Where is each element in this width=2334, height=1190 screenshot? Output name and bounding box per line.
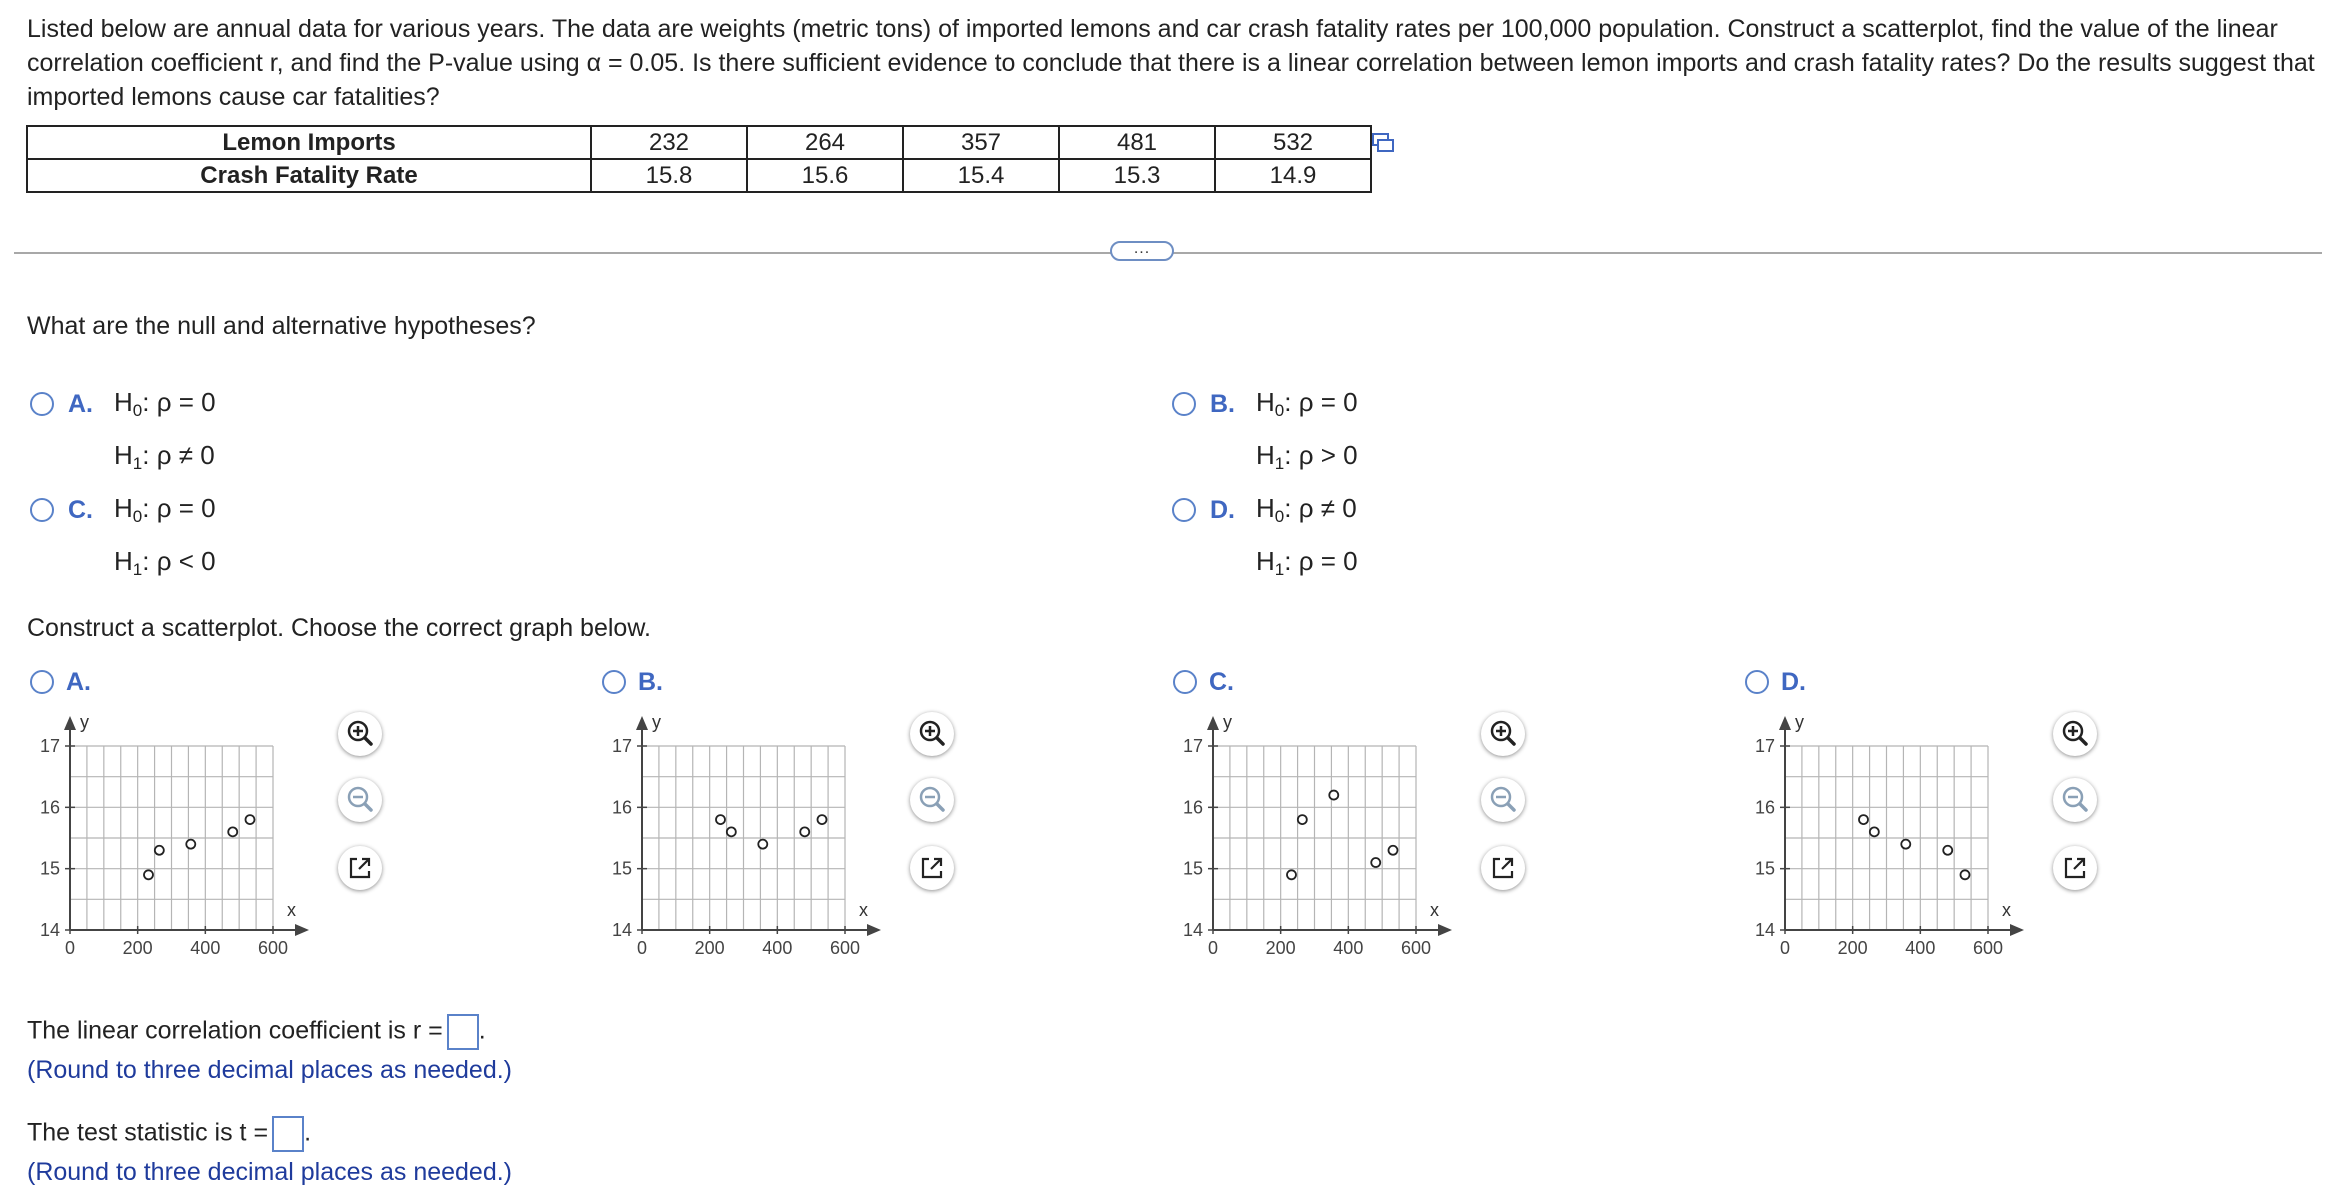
crash-rate-cell: 15.6 xyxy=(747,159,903,192)
crash-rate-cell: 15.3 xyxy=(1059,159,1215,192)
h0-subscript: 0 xyxy=(1274,401,1285,420)
row-label-lemon-imports: Lemon Imports xyxy=(27,126,591,159)
zoom-in-icon[interactable] xyxy=(2053,712,2097,756)
x-tick-label: 0 xyxy=(636,938,648,958)
data-point xyxy=(1287,870,1296,879)
x-axis-arrow xyxy=(2010,924,2024,936)
h1-statement: : ρ < 0 xyxy=(142,546,216,576)
x-axis-label: x xyxy=(2002,900,2011,920)
t-label: The test statistic is t = xyxy=(27,1118,269,1147)
h1-subscript: 1 xyxy=(132,454,143,473)
zoom-out-icon[interactable] xyxy=(1481,778,1525,822)
x-tick-label: 600 xyxy=(1400,938,1432,958)
lemon-import-cell: 481 xyxy=(1059,126,1215,159)
y-axis-arrow xyxy=(1779,716,1791,730)
x-tick-label: 0 xyxy=(1779,938,1791,958)
hypothesis-option-letter: C. xyxy=(68,496,93,524)
null-hypothesis xyxy=(114,380,216,433)
hypothesis-option-letter: A. xyxy=(68,390,93,418)
h0-symbol: H xyxy=(114,493,133,523)
copy-table-icon[interactable] xyxy=(1372,133,1394,153)
x-axis-label: x xyxy=(287,900,296,920)
y-tick-label: 14 xyxy=(1754,920,1775,940)
hypothesis-option-text xyxy=(1256,380,1358,486)
null-hypothesis xyxy=(114,486,216,539)
data-point xyxy=(186,840,195,849)
expand-more-button[interactable]: ... xyxy=(1110,241,1174,261)
data-table xyxy=(26,125,1372,193)
t-period: . xyxy=(304,1118,312,1147)
pop-out-icon[interactable] xyxy=(338,846,382,890)
data-point xyxy=(245,815,254,824)
data-point xyxy=(817,815,826,824)
x-tick-label: 400 xyxy=(762,938,793,958)
y-tick-label: 14 xyxy=(611,920,632,940)
t-answer-input[interactable] xyxy=(272,1116,304,1152)
y-axis-label: y xyxy=(652,712,661,732)
lemon-import-cell: 532 xyxy=(1215,126,1371,159)
y-tick-label: 17 xyxy=(1182,736,1203,756)
data-point xyxy=(1371,858,1380,867)
hypothesis-radio-c[interactable] xyxy=(30,498,54,522)
h0-symbol: H xyxy=(1256,493,1275,523)
x-tick-label: 400 xyxy=(190,938,221,958)
y-tick-label: 16 xyxy=(1182,797,1203,818)
zoom-in-icon[interactable] xyxy=(338,712,382,756)
data-point xyxy=(727,827,736,836)
x-tick-label: 600 xyxy=(829,938,861,958)
y-tick-label: 15 xyxy=(1754,858,1775,879)
scatterplot-radio-b[interactable] xyxy=(602,670,626,694)
hypothesis-radio-a[interactable] xyxy=(30,392,54,416)
table-row xyxy=(27,159,1371,192)
zoom-out-icon[interactable] xyxy=(910,778,954,822)
y-tick-label: 16 xyxy=(1754,797,1775,818)
h1-symbol: H xyxy=(1256,546,1275,576)
data-point xyxy=(758,840,767,849)
data-point xyxy=(1943,846,1952,855)
hypothesis-option-text xyxy=(114,486,216,592)
data-point xyxy=(155,846,164,855)
h1-subscript: 1 xyxy=(132,560,143,579)
lemon-import-cell: 264 xyxy=(747,126,903,159)
x-tick-label: 600 xyxy=(1972,938,2004,958)
scatterplot-d xyxy=(1735,706,2025,956)
h0-subscript: 0 xyxy=(1274,507,1285,526)
data-point xyxy=(144,870,153,879)
h1-symbol: H xyxy=(114,440,133,470)
crash-rate-cell: 14.9 xyxy=(1215,159,1371,192)
scatterplot-option-letter: B. xyxy=(638,668,663,696)
data-point xyxy=(1388,846,1397,855)
zoom-out-icon[interactable] xyxy=(338,778,382,822)
data-point xyxy=(1870,827,1879,836)
hypothesis-option-text xyxy=(1256,486,1358,592)
alternative-hypothesis xyxy=(1256,433,1358,486)
y-tick-label: 14 xyxy=(1182,920,1203,940)
scatterplot-radio-c[interactable] xyxy=(1173,670,1197,694)
h1-symbol: H xyxy=(114,546,133,576)
hypothesis-radio-b[interactable] xyxy=(1172,392,1196,416)
x-axis-label: x xyxy=(859,900,868,920)
y-tick-label: 17 xyxy=(39,736,60,756)
scatterplot-b xyxy=(592,706,882,956)
h0-statement: : ρ = 0 xyxy=(1284,387,1358,417)
crash-rate-cell: 15.4 xyxy=(903,159,1059,192)
y-axis-arrow xyxy=(64,716,76,730)
zoom-in-icon[interactable] xyxy=(1481,712,1525,756)
y-tick-label: 16 xyxy=(611,797,632,818)
data-point xyxy=(1960,870,1969,879)
y-tick-label: 16 xyxy=(39,797,60,818)
x-tick-label: 400 xyxy=(1905,938,1936,958)
scatterplot-option-letter: D. xyxy=(1781,668,1806,696)
y-axis-label: y xyxy=(1223,712,1232,732)
x-tick-label: 0 xyxy=(1207,938,1219,958)
h1-symbol: H xyxy=(1256,440,1275,470)
x-tick-label: 200 xyxy=(1265,938,1296,958)
row-label-crash-rate: Crash Fatality Rate xyxy=(27,159,591,192)
y-axis-arrow xyxy=(636,716,648,730)
lemon-import-cell: 357 xyxy=(903,126,1059,159)
table-row xyxy=(27,126,1371,159)
pop-out-icon[interactable] xyxy=(910,846,954,890)
data-point xyxy=(1298,815,1307,824)
problem-statement: Listed below are annual data for various years. The data are weights (metric tons) of imported lemons and car crash fatality rates per 100,000 population. Construct a scatterplot, find the value of the linear correlation coefficient r, and find the P-value using α = 0.05. Is there sufficient evidence to conclude that there is a linear correlation between lemon imports and crash fatality rates? Do the results suggest that imported lemons cause car fatalities? xyxy=(27,15,2315,111)
data-point xyxy=(1901,840,1910,849)
r-answer-line xyxy=(27,1014,486,1050)
r-period: . xyxy=(478,1016,486,1045)
alternative-hypothesis xyxy=(114,539,216,592)
t-answer-line xyxy=(27,1116,311,1152)
h0-subscript: 0 xyxy=(132,507,143,526)
zoom-out-icon[interactable] xyxy=(2053,778,2097,822)
x-tick-label: 200 xyxy=(694,938,725,958)
h1-statement: : ρ ≠ 0 xyxy=(142,440,215,470)
hypothesis-option-letter: B. xyxy=(1210,390,1235,418)
h0-statement: : ρ = 0 xyxy=(142,387,216,417)
null-hypothesis xyxy=(1256,486,1358,539)
hypotheses-question: What are the null and alternative hypotheses? xyxy=(27,312,536,340)
hypothesis-option-letter: D. xyxy=(1210,496,1235,524)
null-hypothesis xyxy=(1256,380,1358,433)
y-axis-label: y xyxy=(1795,712,1804,732)
h0-statement: : ρ = 0 xyxy=(142,493,216,523)
data-point xyxy=(228,827,237,836)
y-tick-label: 17 xyxy=(611,736,632,756)
scatterplot-a xyxy=(20,706,310,956)
r-rounding-hint: (Round to three decimal places as needed.) xyxy=(27,1056,513,1084)
scatterplot-radio-d[interactable] xyxy=(1745,670,1769,694)
x-tick-label: 200 xyxy=(1837,938,1868,958)
scatterplot-question: Construct a scatterplot. Choose the correct graph below. xyxy=(27,614,651,642)
y-tick-label: 15 xyxy=(611,858,632,879)
h0-subscript: 0 xyxy=(132,401,143,420)
x-tick-label: 0 xyxy=(64,938,76,958)
x-axis-label: x xyxy=(1430,900,1439,920)
y-axis-label: y xyxy=(80,712,89,732)
pop-out-icon[interactable] xyxy=(2053,846,2097,890)
y-tick-label: 17 xyxy=(1754,736,1775,756)
h0-symbol: H xyxy=(114,387,133,417)
scatterplot-c xyxy=(1163,706,1453,956)
scatterplot-option-letter: A. xyxy=(66,668,91,696)
crash-rate-cell: 15.8 xyxy=(591,159,747,192)
hypothesis-option-text xyxy=(114,380,216,486)
data-point xyxy=(1859,815,1868,824)
y-tick-label: 15 xyxy=(39,858,60,879)
hypothesis-radio-d[interactable] xyxy=(1172,498,1196,522)
data-point xyxy=(800,827,809,836)
h1-subscript: 1 xyxy=(1274,560,1285,579)
r-answer-input[interactable] xyxy=(447,1014,479,1050)
pop-out-icon[interactable] xyxy=(1481,846,1525,890)
y-tick-label: 15 xyxy=(1182,858,1203,879)
h1-statement: : ρ = 0 xyxy=(1284,546,1358,576)
alternative-hypothesis xyxy=(1256,539,1358,592)
h1-statement: : ρ > 0 xyxy=(1284,440,1358,470)
x-tick-label: 400 xyxy=(1333,938,1364,958)
x-axis-arrow xyxy=(295,924,309,936)
alternative-hypothesis xyxy=(114,433,216,486)
lemon-import-cell: 232 xyxy=(591,126,747,159)
h0-symbol: H xyxy=(1256,387,1275,417)
y-tick-label: 14 xyxy=(39,920,60,940)
x-tick-label: 600 xyxy=(257,938,289,958)
zoom-in-icon[interactable] xyxy=(910,712,954,756)
x-axis-arrow xyxy=(1438,924,1452,936)
scatterplot-option-letter: C. xyxy=(1209,668,1234,696)
t-rounding-hint: (Round to three decimal places as needed.) xyxy=(27,1158,513,1186)
h0-statement: : ρ ≠ 0 xyxy=(1284,493,1357,523)
y-axis-arrow xyxy=(1207,716,1219,730)
r-label: The linear correlation coefficient is r = xyxy=(27,1016,443,1045)
x-tick-label: 200 xyxy=(122,938,153,958)
h1-subscript: 1 xyxy=(1274,454,1285,473)
scatterplot-radio-a[interactable] xyxy=(30,670,54,694)
data-point xyxy=(716,815,725,824)
x-axis-arrow xyxy=(867,924,881,936)
data-point xyxy=(1329,791,1338,800)
